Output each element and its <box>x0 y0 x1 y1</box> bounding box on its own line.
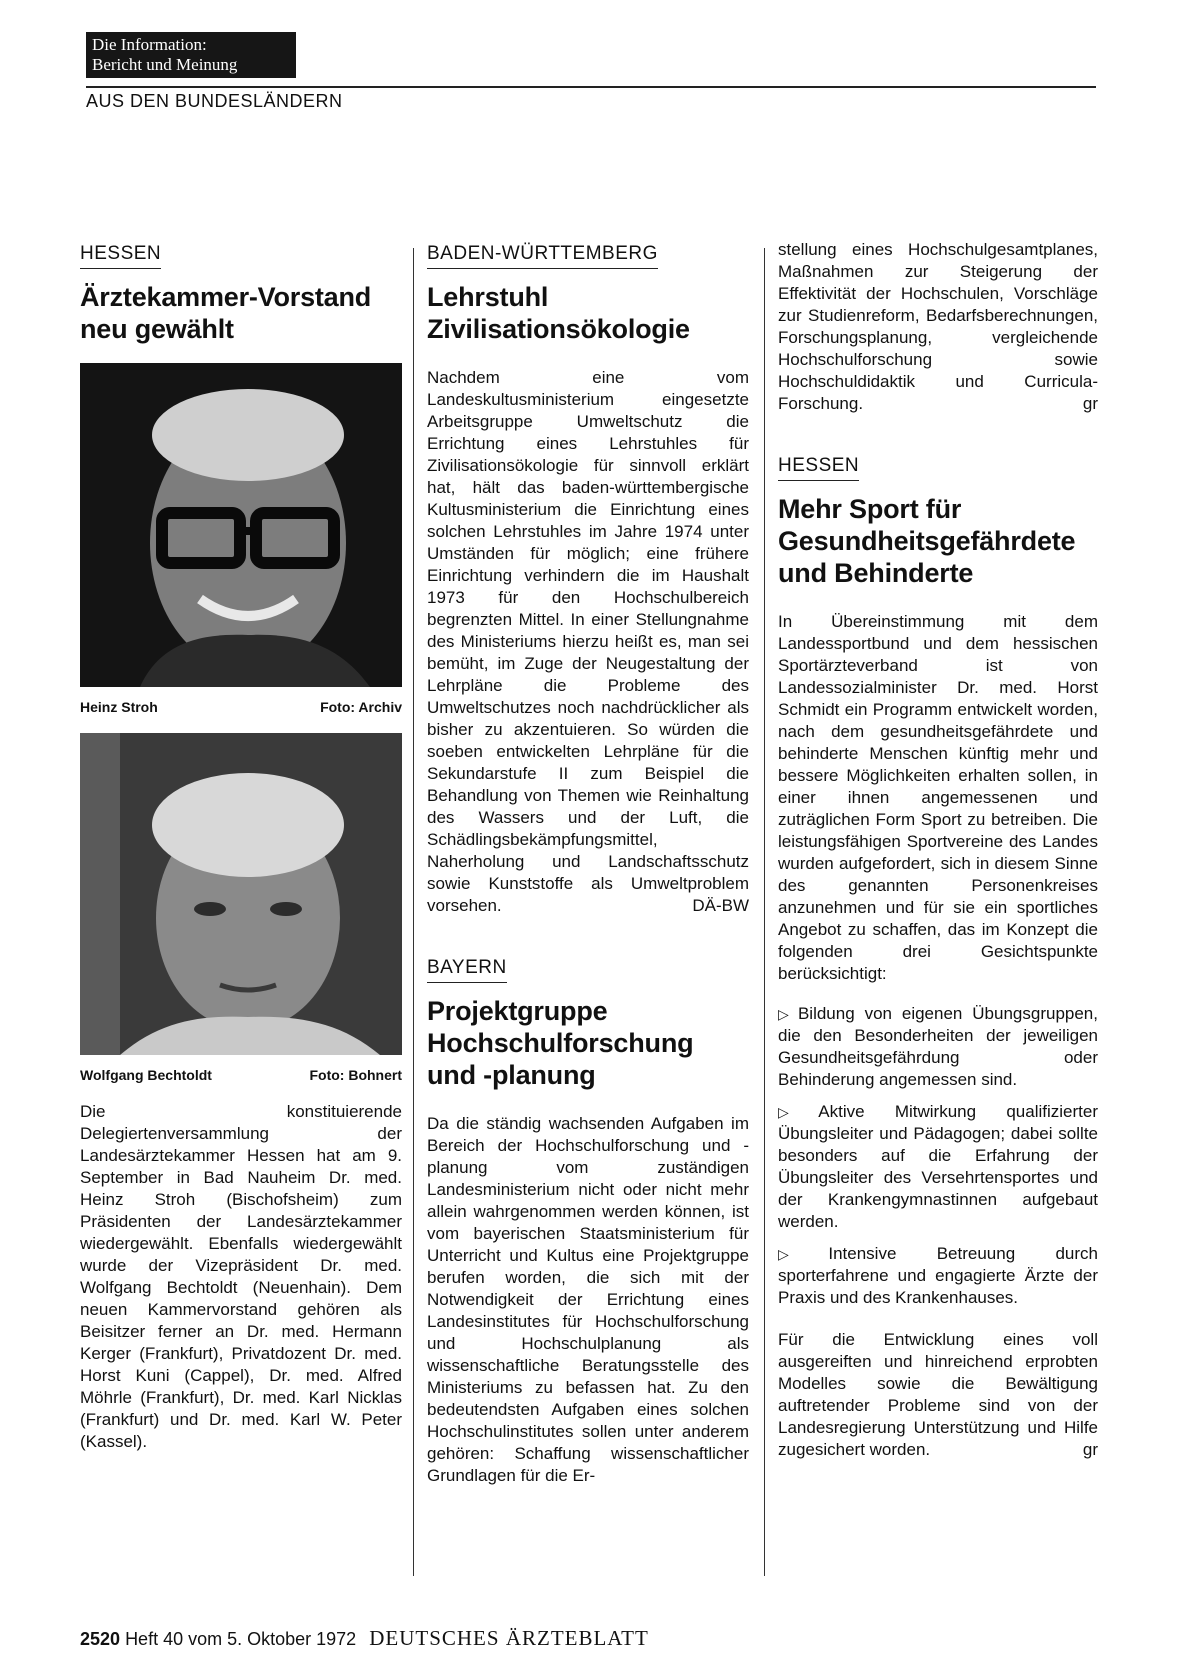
masthead-line1: Die Information: <box>92 35 207 54</box>
portrait-image <box>80 733 402 1055</box>
article-continuation <box>778 239 1098 415</box>
column-divider <box>413 248 414 1576</box>
publication-name: DEUTSCHES ÄRZTEBLATT <box>369 1626 649 1650</box>
article-body: Da die ständig wachsenden Aufgaben im Bereich der Hochschulforschung und -planung vom zuständigen Landesministerium nicht oder nicht mehr allein wahrgenommen werden können, ist vom bayerischen Staatsministerium für Unterricht und Kultus eine Projektgruppe berufen worden, die sich mit der Notwendigkeit der Errichtung eines Landesinstitutes für Hochschulforschung und Hochschulplanung als wissenschaftliche Beratungsstelle des Ministeriums zu befassen hat. Zu den bedeutendsten Aufgaben eines solchen Hochschulinstitutes sollen unter anderem gehören: Schaffung wissenschaftlicher Grundlagen für die Er- <box>427 1114 749 1485</box>
bullet-text: Intensive Betreuung durch sporterfahrene und engagierte Ärzte der Praxis und des Krankenhauses. <box>778 1244 1098 1307</box>
headline-lehrstuhl <box>427 281 749 345</box>
bullet-item <box>778 1101 1098 1233</box>
headline-line: und Behinderte <box>778 558 974 588</box>
kicker-baden-wuerttemberg: BADEN-WÜRTTEMBERG <box>427 243 658 269</box>
byline: gr <box>1082 394 1098 413</box>
headline-line: Lehrstuhl <box>427 282 549 312</box>
triangle-right-icon: ▷ <box>778 1246 825 1262</box>
headline-mehr-sport <box>778 493 1098 589</box>
caption-name: Wolfgang Bechtoldt <box>80 1067 212 1083</box>
headline-projektgruppe <box>427 995 749 1091</box>
caption-credit: Foto: Archiv <box>320 699 402 715</box>
article-body <box>427 367 749 917</box>
article-body: In Übereinstimmung mit dem Landessportbund und dem hessischen Sportärzteverband ist von Landessozialminister Dr. med. Horst Schmidt ein Programm entwickelt worden, nach dem gesundheitsgefährdete und behinderte Menschen künftig mehr und bessere Möglichkeiten erhalten sollen, in einer ihnen angemessenen und zuträglichen Form Sport zu betreiben. Die leistungsfähigen Sportvereine des Landes wurden aufgefordert, sich in diesem Sinne des genannten Personenkreises anzunehmen und für sie ein sportliches Angebot zu schaffen, das im Konzept die folgenden drei Gesichtspunkte berücksichtigt: <box>778 612 1098 983</box>
byline: gr <box>1082 1440 1098 1459</box>
kicker-bayern: BAYERN <box>427 957 507 983</box>
headline-line: Hochschulforschung <box>427 1028 694 1058</box>
page-number: 2520 <box>80 1629 121 1649</box>
section-title: AUS DEN BUNDESLÄNDERN <box>86 91 343 111</box>
triangle-right-icon: ▷ <box>778 1006 794 1022</box>
page-footer <box>80 1626 649 1651</box>
article-text: Für die Entwicklung eines voll ausgereiften und hinreichend erprobten Modelles sowie die Bewältigung auftretender Probleme sind von der Landesregierung Unterstützung und Hilfe zugesichert worden. <box>778 1330 1098 1459</box>
caption-name: Heinz Stroh <box>80 699 158 715</box>
bullet-item <box>778 1243 1098 1309</box>
masthead-rule <box>86 86 1096 88</box>
byline: DÄ-BW <box>692 896 749 915</box>
headline-line: Mehr Sport für <box>778 494 962 524</box>
issue-info: Heft 40 vom 5. Oktober 1972 <box>125 1629 357 1649</box>
column-1 <box>80 243 402 1453</box>
headline-aerztekammer <box>80 281 402 345</box>
bullet-text: Bildung von eigenen Übungsgruppen, die den Besonderheiten der jeweiligen Gesundheitsgefährdung oder Behinderung angemessen sind. <box>778 1004 1098 1089</box>
bullet-item <box>778 1003 1098 1091</box>
article-text: Nachdem eine vom Landeskultusministerium eingesetzte Arbeitsgruppe Umweltschutz die Errichtung eines Lehrstuhles für Zivilisationsökologie für sinnvoll erklärt hat, hält das baden-württembergische Kultusministerium die Einrichtung eines solchen Lehrstuhles im Jahre 1974 unter Umständen für möglich; eine frühere Einrichtung verhindern die im Haushalt 1973 für den Hochschulbereich begrenzten Mittel. In einer Stellungnahme des Ministeriums hierzu heißt es, man sei bemüht, im Zuge der Neugestaltung der Lehrpläne die Probleme des Umweltschutzes noch nachdrücklicher als bisher zu akzentuieren. So würden die soeben entwickelten Lehrpläne für die Sekundarstufe II zum Beispiel die Behandlung von Themen wie Reinhaltung des Wassers und der Luft, die Schädlingsbekämpfungsmittel, Naherholung und Landschaftsschutz sowie Kunststoffe als Umweltproblem vorsehen. <box>427 368 749 915</box>
article-body: Die konstituierende Delegiertenversammlung der Landesärztekammer Hessen hat am 9. September in Bad Nauheim Dr. med. Heinz Stroh (Bischofsheim) zum Präsidenten der Landesärztekammer wiedergewählt. Ebenfalls wiedergewählt wurde der Vizepräsident Dr. med. Wolfgang Bechtoldt (Neuenhain). Dem neuen Kammervorstand gehören als Beisitzer ferner an Dr. med. Hermann Kerger (Frankfurt), Privatdozent Dr. med. Horst Kuni (Cappel), Dr. med. Alfred Möhrle (Frankfurt), Dr. med. Karl Nicklas (Frankfurt) und Dr. med. Karl W. Peter (Kassel). <box>80 1102 402 1451</box>
headline-line: Gesundheitsgefährdete <box>778 526 1076 556</box>
masthead-line2: Bericht und Meinung <box>92 55 238 74</box>
column-3 <box>778 240 1098 1461</box>
headline-line: Zivilisationsökologie <box>427 314 690 344</box>
column-2 <box>427 243 749 1487</box>
headline-line: Projektgruppe <box>427 996 608 1026</box>
headline-line: neu gewählt <box>80 314 234 344</box>
photo-caption <box>80 699 402 715</box>
portrait-image <box>80 363 402 687</box>
headline-line: Ärztekammer-Vorstand <box>80 282 372 312</box>
caption-credit: Foto: Bohnert <box>309 1067 402 1083</box>
photo-wolfgang-bechtoldt <box>80 733 402 1055</box>
headline-line: und -planung <box>427 1060 596 1090</box>
kicker-hessen: HESSEN <box>778 455 859 481</box>
photo-heinz-stroh <box>80 363 402 687</box>
article-closing <box>778 1329 1098 1461</box>
kicker-hessen: HESSEN <box>80 243 161 269</box>
masthead-box <box>86 32 296 78</box>
triangle-right-icon: ▷ <box>778 1104 815 1120</box>
photo-caption <box>80 1067 402 1083</box>
column-divider <box>764 248 765 1576</box>
bullet-text: Aktive Mitwirkung qualifizierter Übungsleiter und Pädagogen; dabei sollte besonders auf die Erfahrung der Übungsleiter des Versehrtensportes und der Krankengymnastinnen aufgebaut werden. <box>778 1102 1098 1231</box>
article-text: stellung eines Hochschulgesamtplanes, Maßnahmen zur Steigerung der Effektivität der Hochschulen, Vorschläge zur Studienreform, Bedarfsberechnungen, Forschungsplanung, vergleichende Hochschulforschung sowie Hochschuldidaktik und Curricula-Forschung. <box>778 240 1098 413</box>
